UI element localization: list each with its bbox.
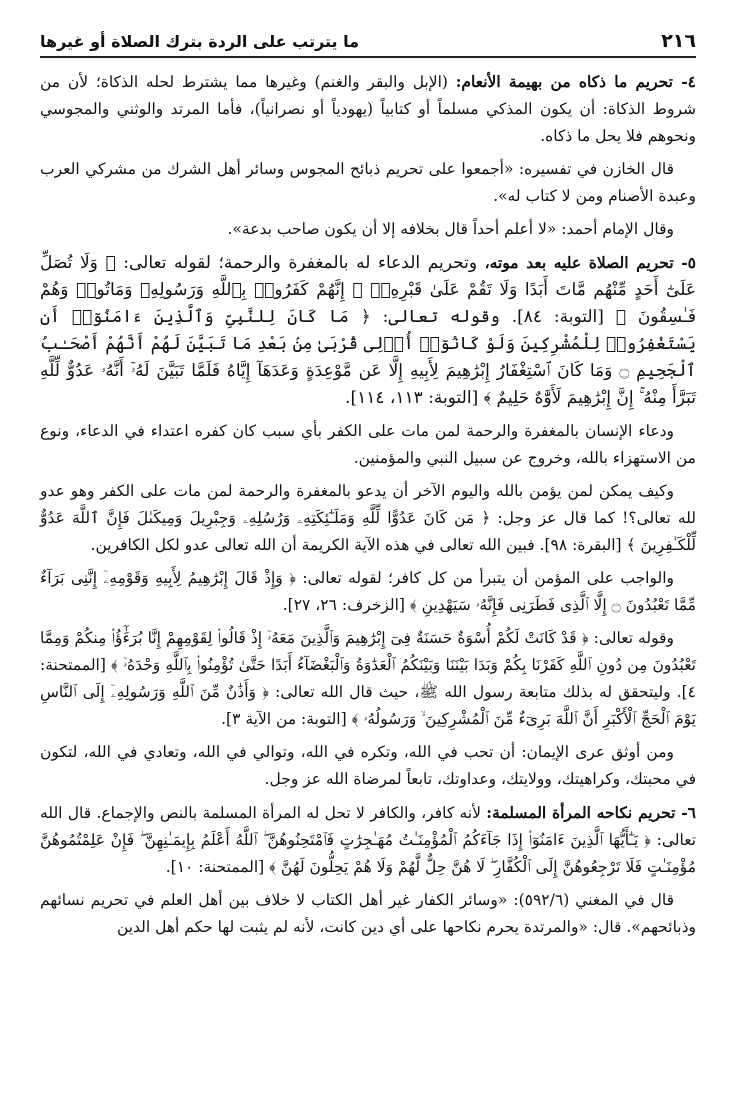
paragraph-faith-bonds [40,739,696,793]
paragraph-marriage [40,799,696,881]
item-heading: ٦- تحريم نكاحه المرأة المسلمة: [486,803,696,822]
page-header [40,30,696,58]
paragraph-text: والواجب على المؤمن أن يتبرأ من كل كافر؛ لقوله تعالى: ﴿ وَإِذْ قَالَ إِبْرَٰهِيمُ لِأَبِيهِ وَقَوْمِهِۦٓ إِنَّنِى بَرَآءٌ مِّمَّا تَعْبُدُونَ ۝ إِلَّا ٱلَّذِى فَطَرَنِى فَإِنَّهُۥ سَيَهْدِينِ ﴾ [الزخرف: ٢٦، ٢٧]. [40,569,696,614]
paragraph-mughni-quote [40,887,696,941]
item-heading: ٤- تحريم ما ذكاه من بهيمة الأنعام: [455,72,696,91]
paragraph-supplication [40,418,696,472]
running-title: ما يترتب على الردة بترك الصلاة أو غيرها [40,32,360,51]
paragraph-text: ومن أوثق عرى الإيمان: أن تحب في الله، وتكره في الله، وتوالي في الله، وتعادي في الله، لتكون في محبتك، وكراهيتك، وولايتك، وعداوتك، تابعاً لمرضاة الله عز وجل. [40,743,696,788]
item-heading: ٥- تحريم الصلاة عليه بعد موته، [484,253,696,272]
paragraph-enemy-of-god [40,478,696,559]
paragraph-text: وكيف يمكن لمن يؤمن بالله واليوم الآخر أن يدعو بالمغفرة والرحمة لمن مات على الكفر وهو عدو لله تعالى؟! كما قال عز وجل: ﴿ مَن كَانَ عَدُوًّا لِّلَّهِ وَمَلَـٰٓئِكَتِهِۦ وَرُسُلِهِۦ وَجِبْرِيلَ وَمِيكَىٰلَ فَإِنَّ ٱللَّهَ عَدُوٌّ لِّلْكَـٰفِرِينَ ﴾ [البقرة: ٩٨]. فبين الله تعالى في هذه الآية الكريمة أن الله تعالى عدو لكل الكافرين. [40,482,696,554]
paragraph-disavowal [40,565,696,619]
paragraph-text: وقال الإمام أحمد: «لا أعلم أحداً قال بخلافه إلا أن يكون صاحب بدعة». [227,220,674,238]
paragraph-text: قال الخازن في تفسيره: «أجمعوا على تحريم ذبائح المجوس وسائر أهل الشرك من مشركي العرب وعبدة الأصنام ومن لا كتاب له». [40,160,696,205]
page-number: ٢١٦ [661,30,696,52]
paragraph-text: ودعاء الإنسان بالمغفرة والرحمة لمن مات على الكفر بأي سبب كان كفره اعتداء في الدعاء، ونوع من الاستهزاء بالله، وخروج عن سبيل النبي والمؤمنين. [40,422,696,467]
paragraph-text: وتحريم الدعاء له بالمغفرة والرحمة؛ لقوله تعالى: ﴿ وَلَا تُصَلِّ عَلَىٰٓ أَحَدٍ مِّنْهُم مَّاتَ أَبَدًا وَلَا تَقُمْ عَلَىٰ قَبْرِهِۦٓ ۖ إِنَّهُمْ كَفَرُوا۟ بِٱللَّهِ وَرَسُولِهِۦ وَمَاتُوا۟ وَهُمْ فَـٰسِقُونَ ﴾ [التوبة: ٨٤]. وقوله تعالى: ﴿ مَا كَانَ لِلنَّبِىِّ وَٱلَّذِينَ ءَامَنُوٓا۟ أَن يَسْتَغْفِرُوا۟ لِلْمُشْرِكِينَ وَلَوْ كَانُوٓا۟ أُو۟لِى قُرْبَىٰ مِنۢ بَعْدِ مَا تَبَيَّنَ لَهُمْ أَنَّهُمْ أَصْحَـٰبُ ٱلْجَحِيمِ ۝ وَمَا كَانَ ٱسْتِغْفَارُ إِبْرَٰهِيمَ لِأَبِيهِ إِلَّا عَن مَّوْعِدَةٍ وَعَدَهَآ إِيَّاهُ فَلَمَّا تَبَيَّنَ لَهُۥٓ أَنَّهُۥ عَدُوٌّ لِّلَّهِ تَبَرَّأَ مِنْهُ ۚ إِنَّ إِبْرَٰهِيمَ لَأَوَّٰهٌ حَلِيمٌ ﴾ [التوبة: ١١٣، ١١٤]. [40,253,697,408]
page-body [40,68,696,941]
paragraph-ibrahim-example [40,625,696,733]
paragraph-ahmad-quote [40,216,696,243]
paragraph-text: (الإبل والبقر والغنم) وغيرها مما يشترط لحله الذكاة؛ لأن من شروط الذكاة: أن يكون المذكي مسلماً أو كتابياً (يهودياً أو نصرانياً)، فأما المرتد والوثني والمجوسي ونحوهم فلا يحل ما ذكاه. [40,73,696,145]
paragraph-text: لأنه كافر، والكافر لا تحل له المرأة المسلمة بالنص والإجماع. قال الله تعالى: ﴿ يَـٰٓأَيُّهَا ٱلَّذِينَ ءَامَنُوٓا۟ إِذَا جَآءَكُمُ ٱلْمُؤْمِنَـٰتُ مُهَـٰجِرَٰتٍ فَٱمْتَحِنُوهُنَّ ۖ ٱللَّهُ أَعْلَمُ بِإِيمَـٰنِهِنَّ ۖ فَإِنْ عَلِمْتُمُوهُنَّ مُؤْمِنَـٰتٍ فَلَا تَرْجِعُوهُنَّ إِلَى ٱلْكُفَّارِ ۖ لَا هُنَّ حِلٌّ لَّهُمْ وَلَا هُمْ يَحِلُّونَ لَهُنَّ ﴾ [الممتحنة: ١٠]. [40,804,696,876]
paragraph-text: قال في المغني (٥٩٢/٦): «وسائر الكفار غير أهل الكتاب لا خلاف بين أهل العلم في تحريم نسائهم وذبائحهم». قال: «والمرتدة يحرم نكاحها على أي دين كانت، لأنه لم يثبت لها حكم أهل الدين [40,891,696,936]
paragraph-slaughter [40,68,696,150]
paragraph-khazin-quote [40,156,696,210]
paragraph-text: وقوله تعالى: ﴿ قَدْ كَانَتْ لَكُمْ أُسْوَةٌ حَسَنَةٌ فِىٓ إِبْرَٰهِيمَ وَٱلَّذِينَ مَعَهُۥٓ إِذْ قَالُوا۟ لِقَوْمِهِمْ إِنَّا بُرَءَٰٓؤُا۟ مِنكُمْ وَمِمَّا تَعْبُدُونَ مِن دُونِ ٱللَّهِ كَفَرْنَا بِكُمْ وَبَدَا بَيْنَنَا وَبَيْنَكُمُ ٱلْعَدَٰوَةُ وَٱلْبَغْضَآءُ أَبَدًا حَتَّىٰ تُؤْمِنُوا۟ بِٱللَّهِ وَحْدَهُۥٓ ﴾ [الممتحنة: ٤]. وليتحقق له بذلك متابعة رسول الله ﷺ، حيث قال الله تعالى: ﴿ وَأَذَٰنٌ مِّنَ ٱللَّهِ وَرَسُولِهِۦٓ إِلَى ٱلنَّاسِ يَوْمَ ٱلْحَجِّ ٱلْأَكْبَرِ أَنَّ ٱللَّهَ بَرِىٓءٌ مِّنَ ٱلْمُشْرِكِينَ ۙ وَرَسُولُهُۥ ﴾ [التوبة: من الآية ٣]. [40,629,696,728]
paragraph-funeral-prayer [40,249,696,412]
